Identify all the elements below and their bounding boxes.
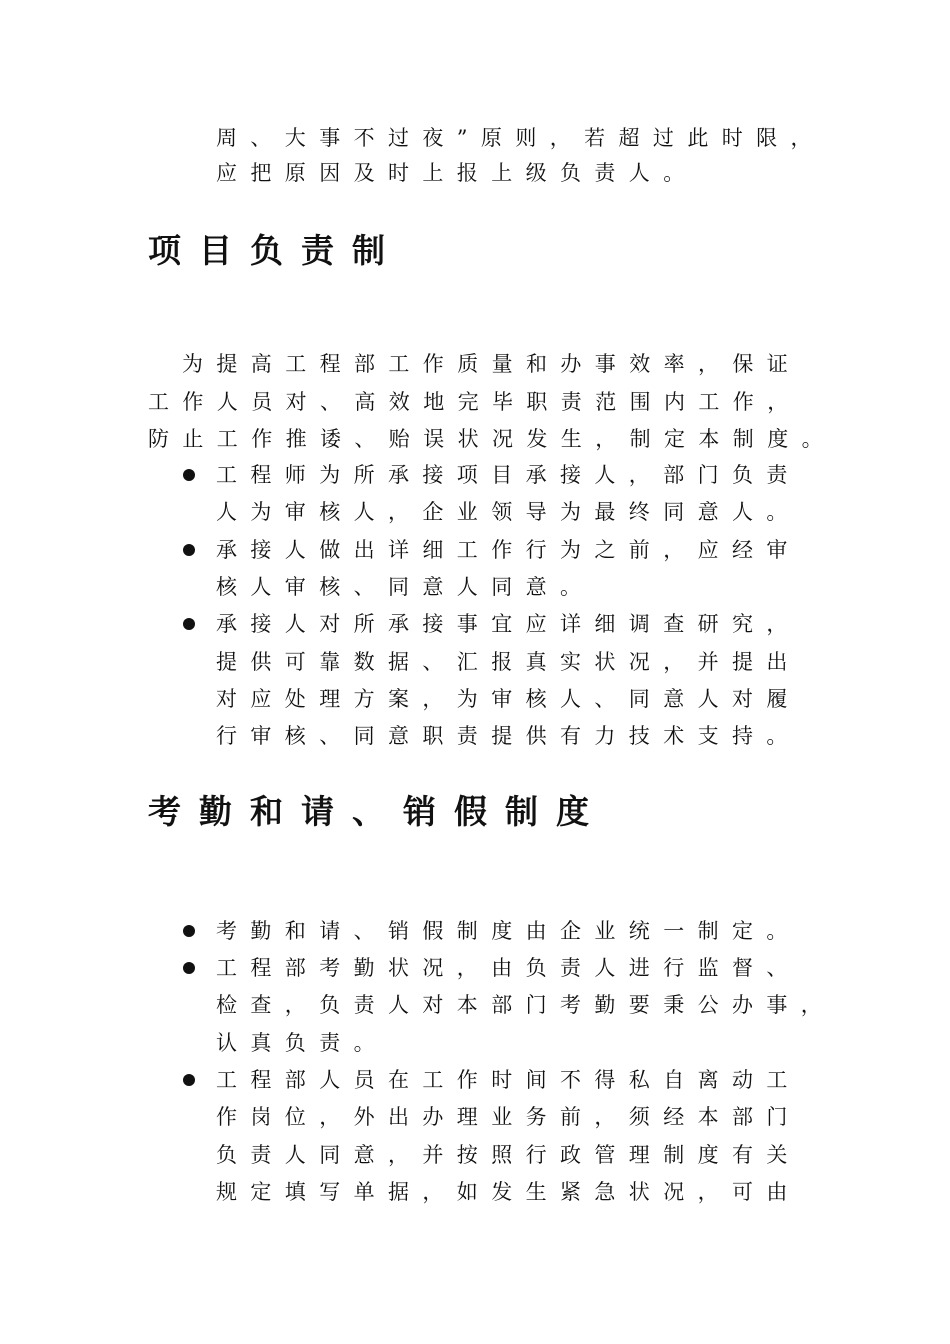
section1-bullet3-line-2: 提供可靠数据、汇报真实状况，并提出 xyxy=(216,650,801,674)
section1-paragraph-line-3: 防止工作推诿、贻误状况发生，制定本制度。 xyxy=(148,427,836,451)
section-heading-project-responsibility: 项目负责制 xyxy=(148,231,403,270)
bullet-icon xyxy=(183,618,195,630)
section2-bullet2-line-3: 认真负责。 xyxy=(216,1031,388,1055)
section2-bullet2-line-1: 工程部考勤状况，由负责人进行监督、 xyxy=(216,956,801,980)
section2-bullet1-line-1: 考勤和请、销假制度由企业统一制定。 xyxy=(216,919,801,943)
section1-bullet2-line-2: 核人审核、同意人同意。 xyxy=(216,575,595,599)
section2-bullet2-line-2: 检查，负责人对本部门考勤要秉公办事， xyxy=(216,993,836,1017)
bullet-icon xyxy=(183,925,195,937)
bullet-icon xyxy=(183,469,195,481)
section1-bullet1-line-2: 人为审核人，企业领导为最终同意人。 xyxy=(216,500,801,524)
intro-line-2: 应把原因及时上报上级负责人。 xyxy=(216,161,698,185)
section1-bullet2-line-1: 承接人做出详细工作行为之前，应经审 xyxy=(216,538,801,562)
intro-line-1: 周、大事不过夜”原则，若超过此时限， xyxy=(216,126,825,150)
section1-paragraph-line-1: 为提高工程部工作质量和办事效率，保证 xyxy=(182,352,802,376)
section-heading-attendance-leave: 考勤和请、销假制度 xyxy=(148,792,607,831)
section2-bullet3-line-4: 规定填写单据，如发生紧急状况，可由 xyxy=(216,1180,801,1204)
section1-bullet3-line-1: 承接人对所承接事宜应详细调查研究， xyxy=(216,612,801,636)
section1-paragraph-line-2: 工作人员对、高效地完毕职责范围内工作， xyxy=(148,390,802,414)
section1-bullet3-line-3: 对应处理方案，为审核人、同意人对履 xyxy=(216,687,801,711)
section1-bullet3-line-4: 行审核、同意职责提供有力技术支持。 xyxy=(216,724,801,748)
section2-bullet3-line-1: 工程部人员在工作时间不得私自离动工 xyxy=(216,1068,801,1092)
section1-bullet1-line-1: 工程师为所承接项目承接人，部门负责 xyxy=(216,463,801,487)
section2-bullet3-line-2: 作岗位，外出办理业务前，须经本部门 xyxy=(216,1105,801,1129)
bullet-icon xyxy=(183,1074,195,1086)
section2-bullet3-line-3: 负责人同意，并按照行政管理制度有关 xyxy=(216,1143,801,1167)
bullet-icon xyxy=(183,962,195,974)
bullet-icon xyxy=(183,544,195,556)
